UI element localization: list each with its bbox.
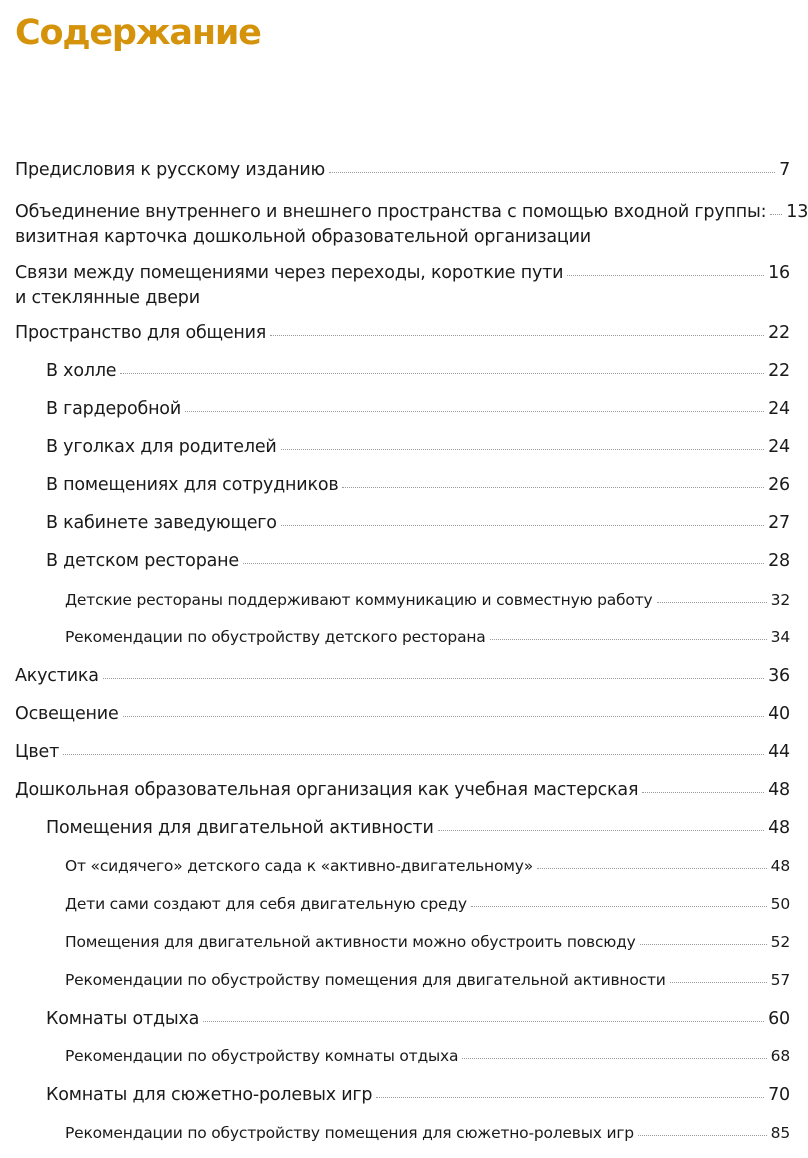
toc-entry-title: Рекомендации по обустройству детского ресторана [65,628,486,646]
toc-page-number: 48 [768,818,790,838]
toc-entry-title: Комнаты отдыха [46,1009,200,1029]
toc-entry[interactable] [46,475,790,495]
dot-leader [243,563,764,564]
toc-page-number: 24 [768,399,790,419]
toc-entry-title: В помещениях для сотрудников [46,475,339,495]
toc-page-number: 26 [768,475,790,495]
toc-entry-title: Детские рестораны поддерживают коммуникацию и совместную работу [65,591,653,609]
toc-entry[interactable] [65,933,790,951]
toc-entry-title: От «сидячего» детского сада к «активно-двигательному» [65,857,533,875]
toc-page-number: 13 [786,202,808,222]
toc-entry[interactable] [46,513,790,533]
toc-entry[interactable] [46,818,790,838]
toc-page-number: 48 [768,780,790,800]
toc-entry[interactable] [46,361,790,381]
dot-leader [438,830,764,831]
toc-entry[interactable] [15,780,790,800]
toc-entry-title: Предисловия к русскому изданию [15,160,326,180]
toc-entry[interactable] [65,591,790,609]
toc-page-number: 60 [768,1009,790,1029]
toc-page-number: 28 [768,551,790,571]
dot-leader [123,716,765,717]
toc-entry[interactable] [65,971,790,989]
dot-leader [640,944,767,945]
toc-entry[interactable] [15,704,790,724]
toc-entry-title-line2: и стеклянные двери [15,288,200,308]
toc-entry-title: Помещения для двигательной активности можно обустроить повсюду [65,933,636,951]
dot-leader [120,373,764,374]
toc-page-number: 27 [768,513,790,533]
dot-leader [471,906,767,907]
toc-entry-title: В кабинете заведующего [46,513,277,533]
toc-entry[interactable] [15,261,790,311]
toc-entry[interactable] [65,1124,790,1142]
toc-entry[interactable] [15,160,790,180]
toc-page-number: 16 [768,263,790,283]
toc-entry[interactable] [65,628,790,646]
toc-entry[interactable] [15,323,790,343]
toc-page-number: 34 [770,628,790,646]
toc-entry-title-line1: Связи между помещениями через переходы, короткие пути [15,263,564,283]
toc-entry-title: Цвет [15,742,60,762]
toc-entry[interactable] [46,1085,790,1105]
toc-page-number: 70 [768,1085,790,1105]
dot-leader [203,1021,764,1022]
dot-leader [638,1135,767,1136]
toc-page-number: 44 [768,742,790,762]
toc-page-number: 68 [770,1047,790,1065]
toc-page-number: 52 [770,933,790,951]
toc-entry-title: В уголках для родителей [46,437,277,457]
toc-entry-title: В холле [46,361,117,381]
toc-entry[interactable] [65,1047,790,1065]
toc-entry-title: Пространство для общения [15,323,267,343]
toc-entry[interactable] [46,437,790,457]
dot-leader [281,449,765,450]
toc-entry-title: Комнаты для сюжетно-ролевых игр [46,1085,373,1105]
toc-entry[interactable] [15,666,790,686]
toc-entry-title: Помещения для двигательной активности [46,818,434,838]
toc-page-number: 7 [779,160,790,180]
toc-entry-title: Дети сами создают для себя двигательную среду [65,895,467,913]
toc-entry-title: Рекомендации по обустройству помещения для двигательной активности [65,971,666,989]
dot-leader [270,335,764,336]
toc-page-number: 48 [770,857,790,875]
dot-leader [185,411,764,412]
toc-page-number: 85 [770,1124,790,1142]
toc-entry-title: В детском ресторане [46,551,239,571]
toc-page-number: 22 [768,361,790,381]
dot-leader [376,1097,764,1098]
toc-entry-title-line1: Объединение внутреннего и внешнего пространства с помощью входной группы: [15,202,767,222]
toc-entry[interactable] [65,857,790,875]
toc-entry-title: Акустика [15,666,99,686]
dot-leader [642,792,764,793]
dot-leader [657,602,767,603]
toc-entry[interactable] [46,551,790,571]
toc-entry[interactable] [65,895,790,913]
toc-entry-title: Освещение [15,704,119,724]
dot-leader [103,678,764,679]
dot-leader [281,525,764,526]
toc-entry[interactable] [46,1009,790,1029]
toc-entry-title: В гардеробной [46,399,181,419]
dot-leader [462,1058,766,1059]
toc-entry-title: Рекомендации по обустройству помещения для сюжетно-ролевых игр [65,1124,634,1142]
toc-page-number: 36 [768,666,790,686]
dot-leader [329,172,775,173]
toc-entry-title: Дошкольная образовательная организация как учебная мастерская [15,780,639,800]
toc-entry[interactable] [15,200,808,250]
toc-page-number: 57 [770,971,790,989]
toc-entry-title: Рекомендации по обустройству комнаты отдыха [65,1047,459,1065]
dot-leader [770,214,782,215]
dot-leader [490,639,767,640]
toc-page-number: 32 [770,591,790,609]
toc-entry-title [15,261,563,311]
dot-leader [567,275,764,276]
toc-page-number: 22 [768,323,790,343]
page-title: Содержание [15,13,261,53]
dot-leader [63,754,764,755]
toc-entry-title [15,200,766,250]
dot-leader [342,487,764,488]
toc-entry[interactable] [15,742,790,762]
toc-entry-title-line2: визитная карточка дошкольной образовательной организации [15,227,591,247]
toc-page-number: 50 [770,895,790,913]
toc-entry[interactable] [46,399,790,419]
dot-leader [537,868,767,869]
toc-page-number: 40 [768,704,790,724]
toc-page-number: 24 [768,437,790,457]
dot-leader [670,982,767,983]
